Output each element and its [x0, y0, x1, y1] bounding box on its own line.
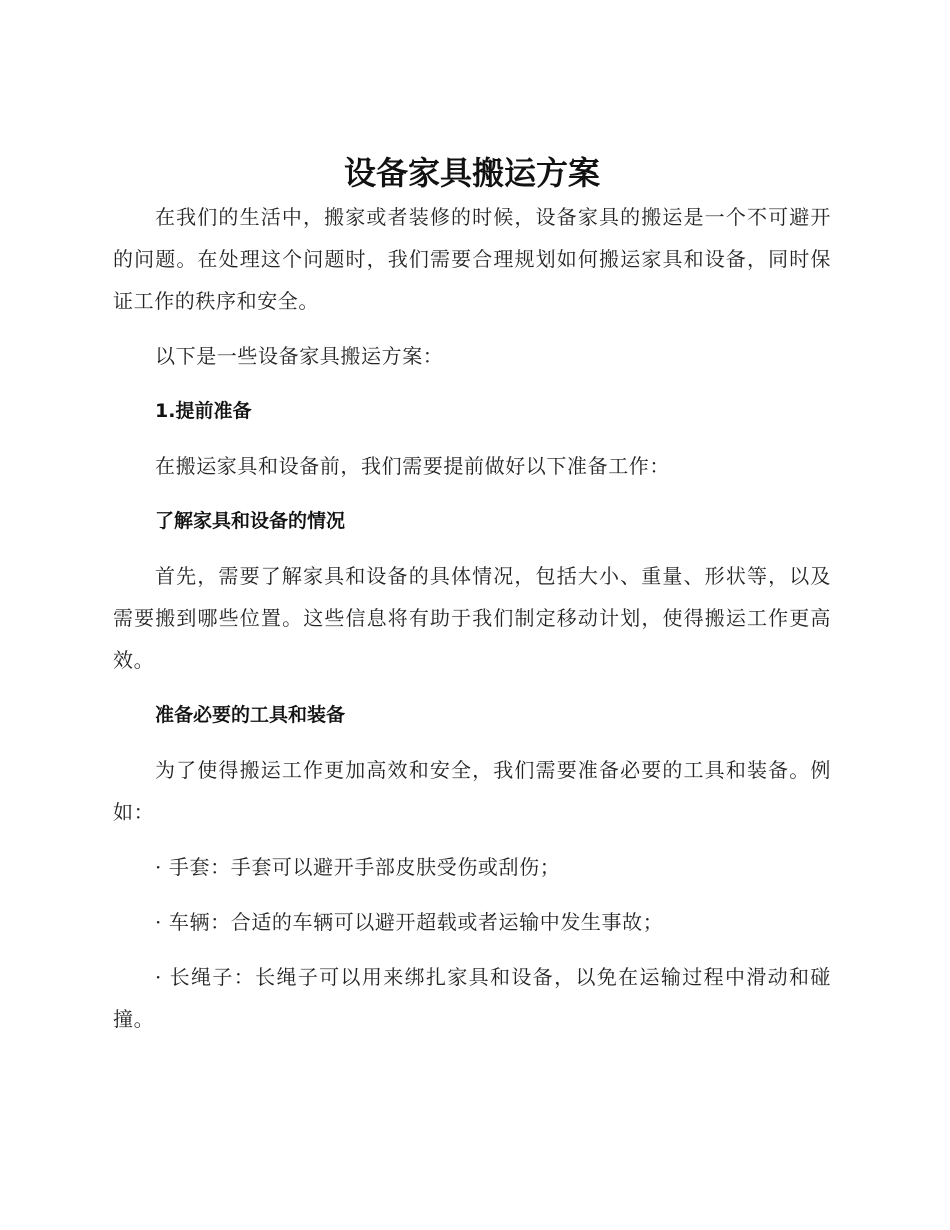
bullet-item-rope: · 长绳子：长绳子可以用来绑扎家具和设备，以免在运输过程中滑动和碰撞。 — [113, 965, 831, 1031]
bullet-item-vehicle: · 车辆：合适的车辆可以避开超载或者运输中发生事故； — [155, 910, 664, 934]
paragraph-understand: 首先，需要了解家具和设备的具体情况，包括大小、重量、形状等，以及需要搬到哪些位置。这些信息将有助于我们制定移动计划，使得搬运工作更高效。 — [113, 564, 831, 672]
section-paragraph-prepare: 在搬运家具和设备前，我们需要提前做好以下准备工作： — [155, 454, 670, 478]
document-title: 设备家具搬运方案 — [343, 154, 600, 192]
subheading-tools: 准备必要的工具和装备 — [155, 704, 346, 726]
spacer — [113, 322, 831, 335]
subheading-understand: 了解家具和设备的情况 — [155, 510, 346, 532]
bullet-item-gloves: · 手套：手套可以避开手部皮肤受伤或刮伤； — [155, 855, 561, 879]
document-body — [113, 150, 831, 1040]
spacer — [113, 943, 831, 956]
section-heading-prepare: 1.提前准备 — [155, 400, 252, 422]
spacer — [113, 833, 831, 846]
spacer — [113, 542, 831, 555]
spacer — [113, 888, 831, 901]
spacer — [113, 736, 831, 749]
intro-paragraph: 在我们的生活中，搬家或者装修的时候，设备家具的搬运是一个不可避开的问题。在处理这个问题时，我们需要合理规划如何搬运家具和设备，同时保证工作的秩序和安全。 — [113, 205, 831, 313]
lead-paragraph: 以下是一些设备家具搬运方案： — [155, 344, 444, 368]
paragraph-tools: 为了使得搬运工作更加高效和安全，我们需要准备必要的工具和装备。例如： — [113, 758, 831, 824]
spacer — [113, 487, 831, 500]
spacer — [113, 681, 831, 694]
spacer — [113, 377, 831, 390]
spacer — [113, 432, 831, 445]
